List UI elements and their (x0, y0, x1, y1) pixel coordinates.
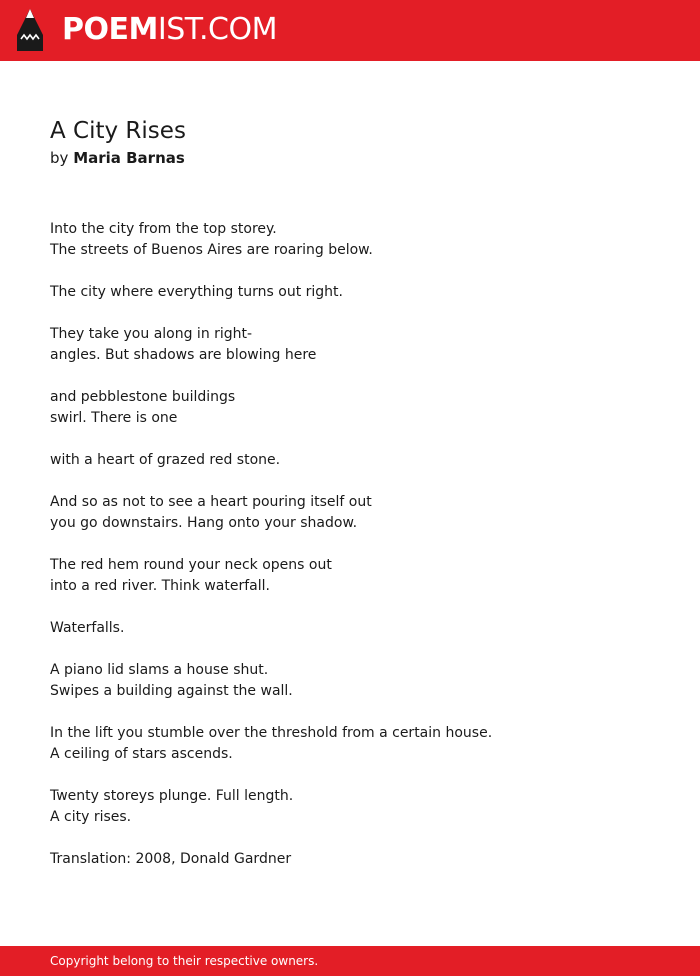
stanza (50, 387, 650, 429)
stanza (50, 786, 650, 828)
stanza-gap (50, 303, 650, 324)
poem-line: and pebblestone buildings (50, 389, 236, 405)
stanza-gap (50, 429, 650, 450)
poem-line: The streets of Buenos Aires are roaring below. (50, 242, 373, 258)
poem-line: In the lift you stumble over the threshold from a certain house. (50, 725, 493, 741)
stanza-gap (50, 366, 650, 387)
stanza-gap (50, 765, 650, 786)
stanza-gap (50, 471, 650, 492)
site-footer (0, 946, 700, 976)
site-logo[interactable] (62, 12, 277, 48)
poem-line: A ceiling of stars ascends. (50, 746, 233, 762)
poem-line: The city where everything turns out right. (50, 284, 343, 300)
poem-line: you go downstairs. Hang onto your shadow. (50, 515, 358, 531)
copyright-text: Copyright belong to their respective owners. (50, 954, 319, 968)
pencil-icon (17, 9, 43, 51)
poem-body (50, 219, 650, 870)
stanza (50, 492, 650, 534)
stanza (50, 618, 650, 639)
poem-line: Waterfalls. (50, 620, 125, 636)
author-name: Maria Barnas (73, 149, 185, 167)
stanza (50, 723, 650, 765)
poem-line: A city rises. (50, 809, 132, 825)
poem-line: with a heart of grazed red stone. (50, 452, 281, 468)
stanza (50, 219, 650, 261)
stanza-gap (50, 702, 650, 723)
byline (50, 148, 185, 168)
stanza (50, 324, 650, 366)
stanza-gap (50, 534, 650, 555)
site-header (0, 0, 700, 61)
stanza (50, 282, 650, 303)
poem-line: A piano lid slams a house shut. (50, 662, 269, 678)
logo-text-bold: POEM (62, 12, 158, 47)
stanza-gap (50, 828, 650, 849)
poem-line: Swipes a building against the wall. (50, 683, 293, 699)
poem-line: Translation: 2008, Donald Gardner (50, 851, 292, 867)
poem-line: swirl. There is one (50, 410, 178, 426)
stanza-gap (50, 597, 650, 618)
poem-line: And so as not to see a heart pouring itself out (50, 494, 372, 510)
stanza (50, 849, 650, 870)
stanza-gap (50, 639, 650, 660)
logo-text-light: IST.COM (157, 12, 277, 47)
poem-line: into a red river. Think waterfall. (50, 578, 270, 594)
stanza (50, 450, 650, 471)
stanza (50, 660, 650, 702)
byline-label: by (50, 149, 69, 167)
poem-line: They take you along in right- (50, 326, 253, 342)
stanza-gap (50, 261, 650, 282)
poem-line: Into the city from the top storey. (50, 221, 277, 237)
poem-title: A City Rises (50, 118, 186, 144)
stanza (50, 555, 650, 597)
poem-line: Twenty storeys plunge. Full length. (50, 788, 294, 804)
poem-line: The red hem round your neck opens out (50, 557, 332, 573)
poem-line: angles. But shadows are blowing here (50, 347, 317, 363)
